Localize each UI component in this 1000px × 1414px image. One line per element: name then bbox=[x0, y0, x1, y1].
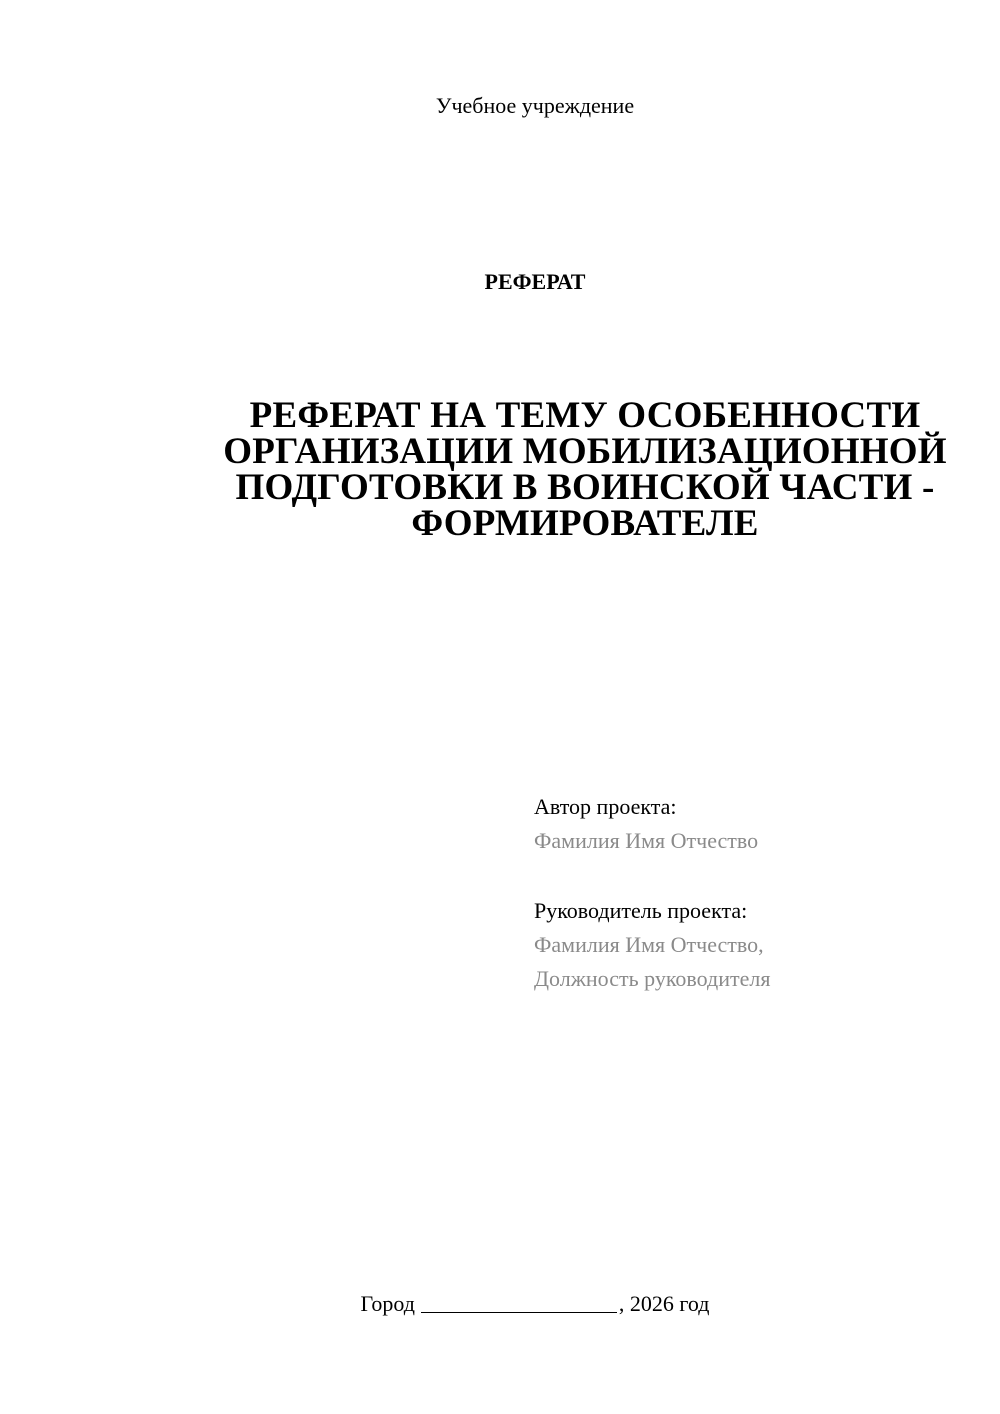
supervisor-position: Должность руководителя bbox=[534, 966, 771, 991]
city-label: Город bbox=[360, 1291, 415, 1316]
footer-city-year bbox=[0, 1290, 1000, 1318]
supervisor-label: Руководитель проекта: bbox=[534, 898, 748, 923]
title-line: ПОДГОТОВКИ В ВОИНСКОЙ ЧАСТИ - bbox=[235, 467, 935, 508]
year-text: , 2026 год bbox=[618, 1291, 710, 1316]
institution-name: Учебное учреждение bbox=[435, 93, 635, 118]
author-label: Автор проекта: bbox=[534, 794, 677, 819]
title-line: ФОРМИРОВАТЕЛЕ bbox=[411, 503, 759, 544]
title-line: РЕФЕРАТ НА ТЕМУ ОСОБЕННОСТИ bbox=[249, 395, 921, 436]
title-line: ОРГАНИЗАЦИИ МОБИЛИЗАЦИОННОЙ bbox=[223, 431, 947, 472]
document-type: РЕФЕРАТ bbox=[484, 269, 586, 294]
author-name: Фамилия Имя Отчество bbox=[534, 828, 759, 853]
supervisor-name: Фамилия Имя Отчество, bbox=[534, 932, 764, 957]
document-title bbox=[120, 395, 1000, 544]
city-blank-line bbox=[421, 1292, 617, 1313]
authors-block bbox=[534, 790, 974, 996]
